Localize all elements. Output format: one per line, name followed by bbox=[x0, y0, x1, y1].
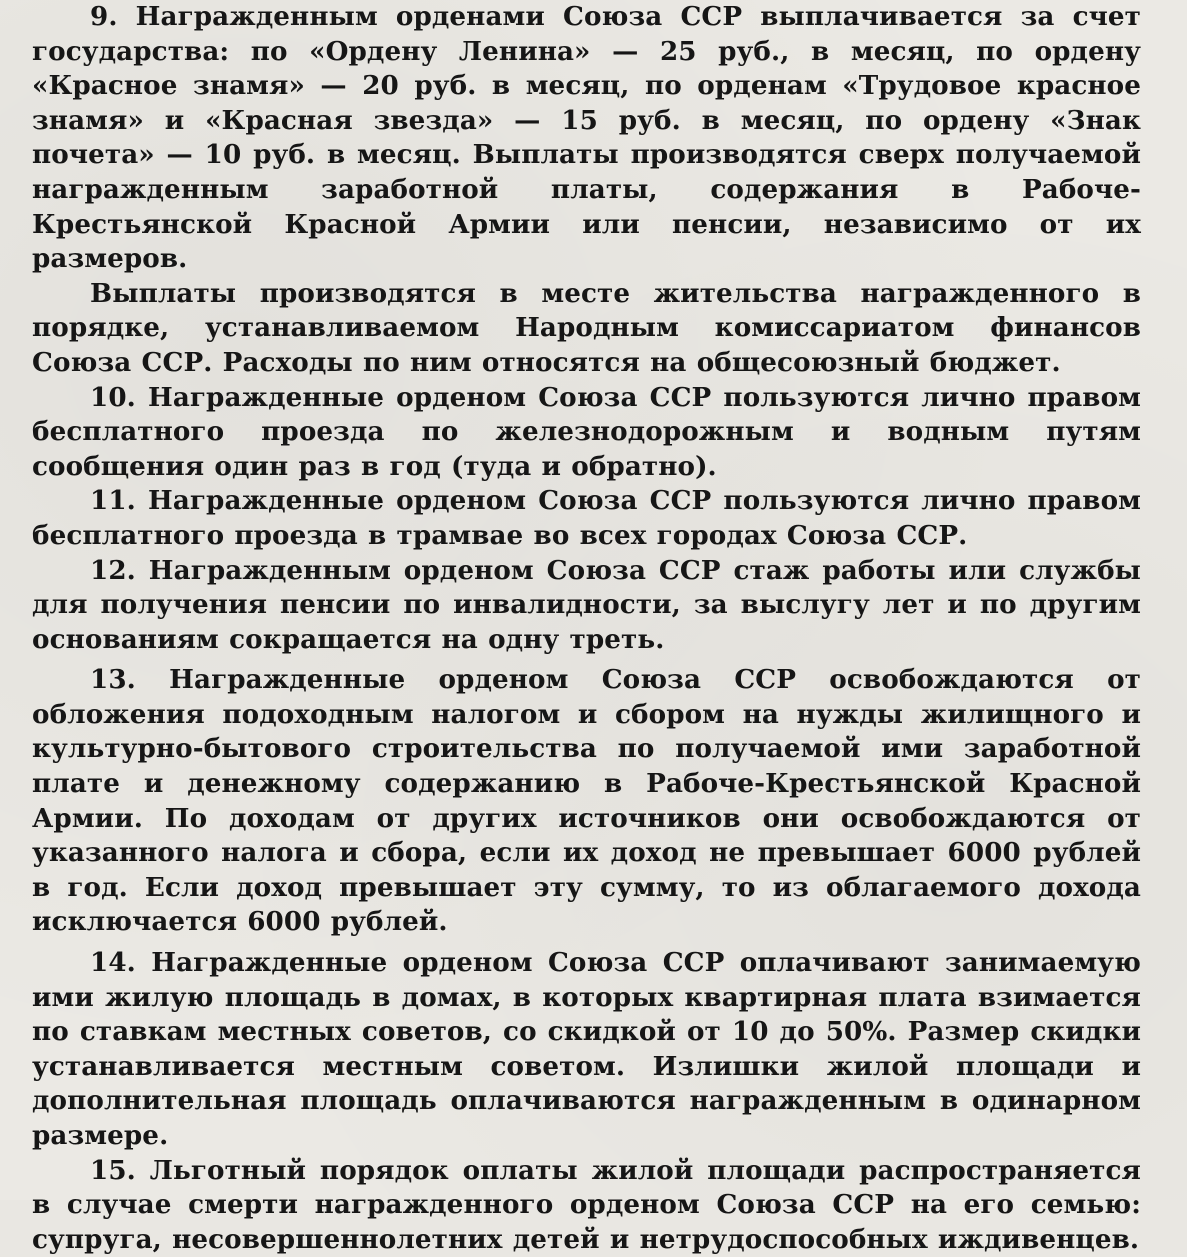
paragraph-13 bbox=[32, 663, 1141, 940]
paragraph-10 bbox=[32, 381, 1141, 485]
paragraph-text: Награжденным орденом Союза ССР стаж работы или службы для получения пенсии по инвалидности, за выслугу лет и по другим основаниям сокращается на одну треть. bbox=[32, 554, 1142, 655]
paragraph-9-continuation bbox=[32, 277, 1141, 381]
paragraph-number: 10. bbox=[90, 381, 136, 413]
paragraph-15 bbox=[32, 1154, 1141, 1257]
paragraph-number: 9. bbox=[90, 1, 118, 32]
paragraph-number: 14. bbox=[90, 947, 136, 979]
document-body bbox=[32, 0, 1141, 1257]
paragraph-number: 15. bbox=[90, 1154, 136, 1186]
paragraph-text: Льготный порядок оплаты жилой площади распространяется в случае смерти награжденного орденом Союза ССР на его семью: супруга, несовершеннолетних детей и нетрудоспособных иждивенцев. bbox=[32, 1154, 1142, 1255]
paragraph-number: 13. bbox=[90, 664, 136, 696]
paragraph-11 bbox=[32, 484, 1141, 553]
paragraph-text: Выплаты производятся в месте жительства награжденного в порядке, устанавливаемом Народным комиссариатом финансов Союза ССР. Расходы по ним относятся на общесоюзный бюджет. bbox=[32, 277, 1141, 378]
paragraph-14 bbox=[32, 946, 1141, 1154]
paragraph-text: Награжденные орденом Союза ССР пользуются лично правом бесплатного проезда в трамвае во всех городах Союза ССР. bbox=[32, 485, 1141, 551]
paragraph-text: Награжденные орденом Союза ССР пользуются лично правом бесплатного проезда по железнодорожным и водным путям сообщения один раз в год (туда и обратно). bbox=[32, 381, 1141, 482]
paragraph-9 bbox=[32, 0, 1141, 277]
paragraph-text: Награжденные орденом Союза ССР оплачивают занимаемую ими жилую площадь в домах, в которых квартирная плата взимается по ставкам местных советов, со скидкой от 10 до 50%. Размер скидки устанавливается местным советом. Излишки жилой площади и дополнительная площадь оплачиваются награжденным в одинарном размере. bbox=[32, 947, 1142, 1151]
paragraph-text: Награжденные орденом Союза ССР освобождаются от обложения подоходным налогом и сбором на нужды жилищного и культурно-бытового строительства по получаемой ими заработной плате и денежному содержанию в Рабоче-Крестьянской Красной Армии. По доходам от других источников они освобождаются от указанного налога и сбора, если их доход не превышает 6000 рублей в год. Если доход превышает эту сумму, то из облагаемого дохода исключается 6000 рублей. bbox=[32, 664, 1142, 938]
paragraph-number: 12. bbox=[90, 554, 136, 586]
paragraph-text: Награжденным орденами Союза ССР выплачивается за счет государства: по «Ордену Ленина» — 25 руб., в месяц, по ордену «Красное знамя» — 20 руб. в месяц, по орденам «Трудовое красное знамя» и «Красная звезда» — 15 руб. в месяц, по ордену «Знак почета» — 10 руб. в месяц. Выплаты производятся сверх получаемой награжденным заработной платы, содержания в Рабоче-Крестьянской Красной Армии или пенсии, независимо от их размеров. bbox=[32, 1, 1142, 275]
paragraph-12 bbox=[32, 554, 1141, 658]
paragraph-number: 11. bbox=[90, 485, 136, 517]
